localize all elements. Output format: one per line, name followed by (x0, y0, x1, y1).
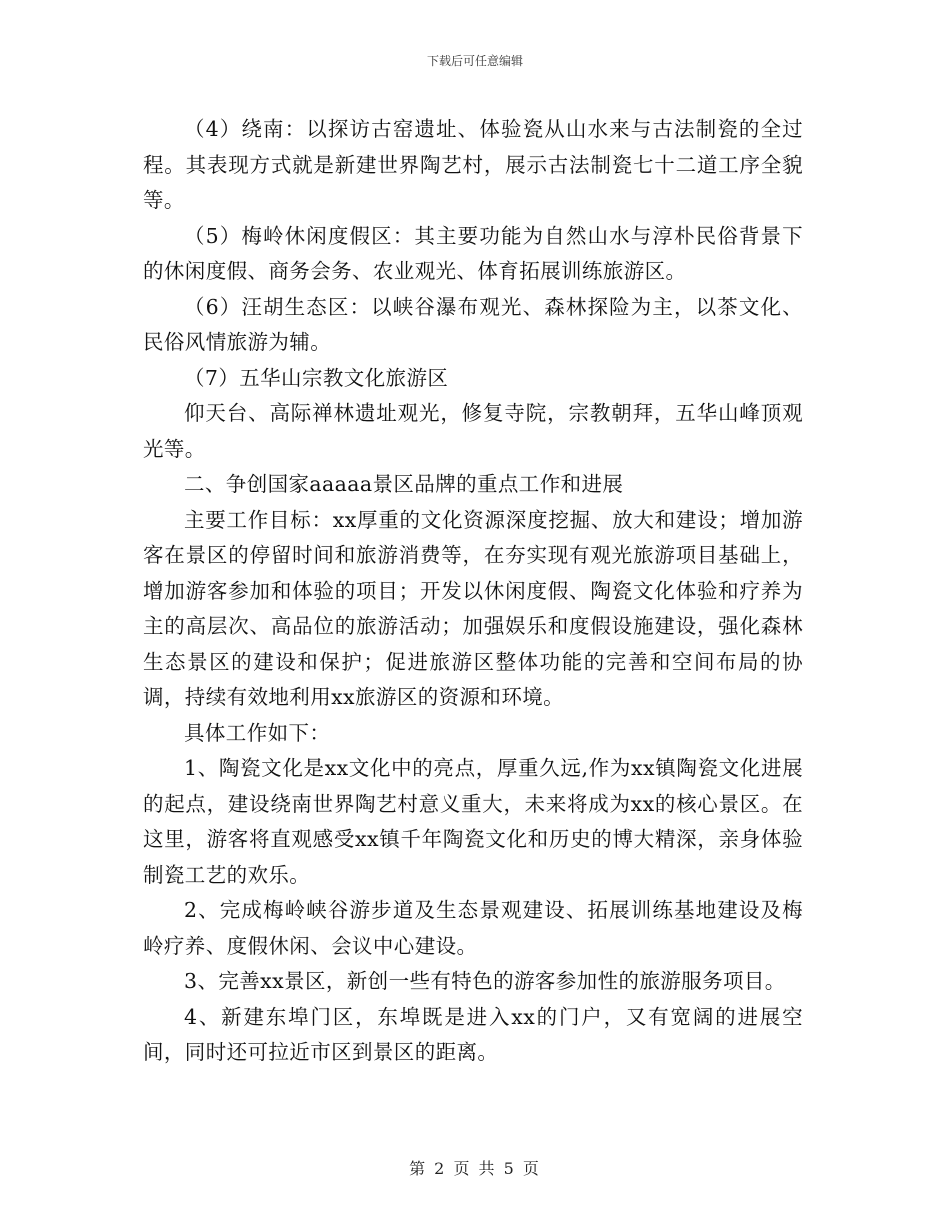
paragraph-item-5-meiling: （5）梅岭休闲度假区：其主要功能为自然山水与淳朴民俗背景下的休闲度假、商务会务、农业观光、体育拓展训练旅游区。 (143, 223, 803, 283)
paragraph-item-7-wuhuashan: （7）五华山宗教文化旅游区 (184, 365, 449, 390)
paragraph-work-intro: 具体工作如下： (184, 720, 331, 745)
paragraph-work-1: 1、陶瓷文化是xx文化中的亮点，厚重久远,作为xx镇陶瓷文化进展的起点，建设绕南世界陶艺村意义重大，未来将成为xx的核心景区。在这里，游客将直观感受xx镇千年陶瓷文化和历史的博大精深，亲身体验制瓷工艺的欢乐。 (143, 756, 803, 887)
paragraph-work-2: 2、完成梅岭峡谷游步道及生态景观建设、拓展训练基地建设及梅岭疗养、度假休闲、会议中心建设。 (143, 898, 803, 958)
paragraph-item-6-wanghu: （6）汪胡生态区：以峡谷瀑布观光、森林探险为主，以茶文化、民俗风情旅游为辅。 (143, 294, 803, 354)
paragraph-work-3: 3、完善xx景区，新创一些有特色的游客参加性的旅游服务项目。 (184, 969, 786, 993)
section-heading: 二、争创国家aaaaa景区品牌的重点工作和进展 (184, 472, 624, 496)
page-footer: 第 2 页 共 5 页 (409, 1159, 541, 1178)
document-body (143, 112, 803, 1071)
page-header: 下载后可任意编辑 (426, 54, 523, 68)
paragraph-work-4: 4、新建东埠门区，东埠既是进入xx的门户，又有宽阔的进展空间，同时还可拉近市区到景区的距离。 (143, 1004, 803, 1064)
paragraph-main-goals: 主要工作目标：xx厚重的文化资源深度挖掘、放大和建设；增加游客在景区的停留时间和旅游消费等，在夯实现有观光旅游项目基础上，增加游客参加和体验的项目；开发以休闲度假、陶瓷文化体验和疗养为主的高层次、高品位的旅游活动；加强娱乐和度假设施建设，强化森林生态景区的建设和保护；促进旅游区整体功能的完善和空间布局的协调，持续有效地利用xx旅游区的资源和环境。 (143, 507, 803, 709)
paragraph-wuhuashan-detail: 仰天台、高际禅林遗址观光，修复寺院，宗教朝拜，五华山峰顶观光等。 (143, 401, 803, 461)
paragraph-item-4-raonan: （4）绕南：以探访古窑遗址、体验瓷从山水来与古法制瓷的全过程。其表现方式就是新建世界陶艺村，展示古法制瓷七十二道工序全貌等。 (143, 117, 803, 212)
